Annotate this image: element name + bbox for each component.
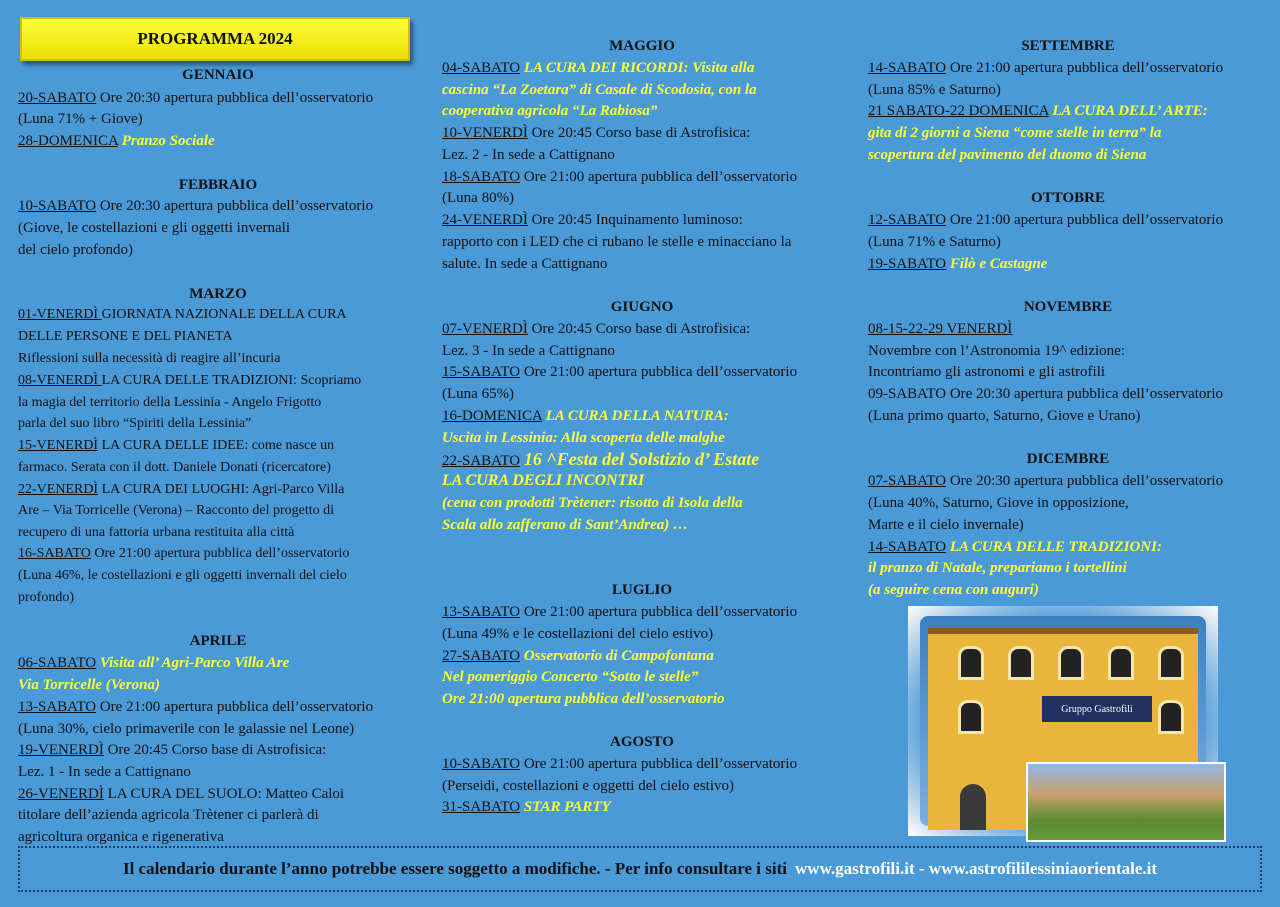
event-line: (Luna 49% e le costellazioni del cielo estivo): [442, 626, 714, 642]
event-highlight: cooperativa agricola “La Rabiosa”: [442, 103, 658, 119]
event-line: (Perseidi, costellazioni e oggetti del cielo estivo): [442, 778, 734, 794]
event-line: [442, 124, 750, 142]
event-line: (Luna 40%, Saturno, Giove in opposizione,: [868, 495, 1129, 511]
event-line: [442, 211, 743, 229]
event-line: Lez. 3 - In sede a Cattignano: [442, 343, 615, 359]
event-text: Ore 20:45 Corso base di Astrofisica:: [527, 321, 751, 337]
footer-note: [18, 846, 1262, 892]
event-text: Ore 20:45 Corso base di Astrofisica:: [103, 742, 327, 758]
event-line: parla del suo libro “Spiriti della Lessinia”: [18, 416, 252, 431]
event-text: Ore 21:00 apertura pubblica dell’osservatorio: [946, 212, 1224, 228]
event-highlight: LA CURA DEGLI INCONTRI: [442, 472, 645, 489]
event-line: 09-SABATO Ore 20:30 apertura pubblica dell’osservatorio: [868, 386, 1224, 402]
event-date: 15-SABATO: [442, 364, 521, 380]
event-line: (Luna 46%, le costellazioni e gli oggetti invernali del cielo: [18, 568, 347, 583]
footer-urls[interactable]: www.gastrofili.it - www.astrofililessiniaorientale.it: [795, 859, 1158, 878]
event-line: [442, 755, 797, 773]
event-highlight: Visita all’ Agri-Parco Villa Are: [99, 655, 290, 671]
event-line: [18, 197, 373, 215]
month-maggio: MAGGIO: [609, 38, 675, 54]
event-text: LA CURA DELLE IDEE: come nasce un: [98, 438, 335, 453]
event-date: 04-SABATO: [442, 60, 521, 76]
event-line: [868, 538, 1162, 556]
event-date: 28-DOMENICA: [18, 133, 118, 149]
window: [1008, 646, 1034, 680]
event-highlight: LA CURA DEI RICORDI: Visita alla: [523, 60, 755, 76]
event-line: [442, 690, 725, 708]
event-highlight: Ore 21:00 apertura pubblica dell’osservatorio: [442, 691, 725, 707]
event-line: [18, 741, 326, 759]
event-text: Ore 20:30 apertura pubblica dell’osservatorio: [96, 90, 374, 106]
event-line: [442, 102, 657, 120]
event-line: [442, 429, 725, 447]
event-line: recupero di una fattoria urbana restituita alla città: [18, 525, 295, 540]
event-highlight: (a seguire cena con auguri): [868, 582, 1039, 598]
door: [960, 784, 986, 830]
event-date: 16-DOMENICA: [442, 408, 542, 424]
event-line: Lez. 2 - In sede a Cattignano: [442, 147, 615, 163]
event-text: LA CURA DELLE TRADIZIONI: Scopriamo: [101, 373, 362, 388]
event-text: LA CURA DEI LUOGHI: Agri-Parco Villa: [98, 482, 345, 497]
month-giugno: GIUGNO: [610, 299, 674, 315]
event-line: [868, 102, 1208, 120]
event-line: [442, 798, 611, 816]
window: [1158, 700, 1184, 734]
event-date: 01-VENERDÌ: [18, 307, 102, 322]
event-date: 15-VENERDÌ: [18, 438, 99, 453]
event-highlight: LA CURA DELLA NATURA:: [545, 408, 729, 424]
event-line: [18, 481, 344, 499]
event-highlight: gita di 2 giorni a Siena “come stelle in terra” la: [868, 125, 1162, 141]
event-line: (Luna 71% + Giove): [18, 111, 143, 127]
month-settembre: SETTEMBRE: [1021, 38, 1115, 54]
event-line: [442, 81, 757, 99]
event-line: [18, 372, 361, 390]
event-highlight: Uscita in Lessinia: Alla scoperta delle malghe: [442, 430, 725, 446]
event-line: [868, 124, 1161, 142]
month-aprile: APRILE: [189, 633, 247, 649]
event-line: Lez. 1 - In sede a Cattignano: [18, 764, 191, 780]
event-line: Marte e il cielo invernale): [868, 517, 1024, 533]
event-text: Ore 21:00 apertura pubblica dell’osservatorio: [520, 169, 798, 185]
event-line: (Luna 80%): [442, 190, 515, 206]
event-date: 08-15-22-29 VENERDÌ: [868, 321, 1013, 337]
event-date: 10-VENERDÌ: [442, 125, 528, 141]
event-date: 18-SABATO: [442, 169, 521, 185]
event-date: 20-SABATO: [18, 90, 97, 106]
event-highlight: Filò e Castagne: [949, 256, 1048, 272]
event-line: [868, 320, 1012, 338]
event-date: 13-SABATO: [18, 699, 97, 715]
event-text: Ore 21:00 apertura pubblica dell’osservatorio: [520, 756, 798, 772]
event-line: [442, 668, 698, 686]
event-line: [442, 59, 754, 77]
event-date: 06-SABATO: [18, 655, 97, 671]
event-text: LA CURA DEL SUOLO: Matteo Caloi: [103, 786, 345, 802]
event-date: 10-SABATO: [18, 198, 97, 214]
observatory-building-photo: [908, 606, 1218, 836]
event-date: 16-SABATO: [18, 546, 91, 561]
event-text: Ore 20:30 apertura pubblica dell’osservatorio: [96, 198, 374, 214]
event-line: salute. In sede a Cattignano: [442, 256, 608, 272]
event-date: 13-SABATO: [442, 604, 521, 620]
event-text: GIORNATA NAZIONALE DELLA CURA: [101, 307, 347, 322]
event-line: [18, 306, 347, 324]
event-date: 19-SABATO: [868, 256, 947, 272]
event-date: 21 SABATO-22 DOMENICA: [868, 103, 1049, 119]
month-agosto: AGOSTO: [610, 734, 674, 750]
event-line: DELLE PERSONE E DEL PIANETA: [18, 329, 233, 344]
event-highlight: Via Torricelle (Verona): [18, 677, 160, 693]
event-line: Riflessioni sulla necessità di reagire all’incuria: [18, 351, 281, 366]
event-line: [442, 603, 797, 621]
event-text: Ore 21:00 apertura pubblica dell’osservatorio: [90, 546, 350, 561]
event-line: [18, 785, 344, 803]
event-text: Ore 21:00 apertura pubblica dell’osservatorio: [520, 604, 798, 620]
window: [1158, 646, 1184, 680]
event-date: 22-SABATO: [442, 453, 521, 469]
event-highlight: STAR PARTY: [523, 799, 611, 815]
footer-text: Il calendario durante l’anno potrebbe essere soggetto a modifiche. - Per info consultare i siti: [122, 859, 788, 878]
event-text: Ore 20:45 Corso base di Astrofisica:: [527, 125, 751, 141]
month-novembre: NOVEMBRE: [1023, 299, 1113, 315]
window: [1058, 646, 1084, 680]
event-line: [18, 676, 160, 694]
event-highlight: Nel pomeriggio Concerto “Sotto le stelle”: [442, 669, 699, 685]
event-date: 14-SABATO: [868, 60, 947, 76]
event-line: [18, 132, 215, 150]
event-date: 31-SABATO: [442, 799, 521, 815]
event-highlight: LA CURA DELLE TRADIZIONI:: [949, 539, 1162, 555]
event-line: [442, 168, 797, 186]
event-line: [442, 407, 729, 425]
event-date: 07-SABATO: [868, 473, 947, 489]
event-line: [868, 59, 1223, 77]
month-luglio: LUGLIO: [611, 582, 672, 598]
event-line: (Giove, le costellazioni e gli oggetti invernali: [18, 220, 290, 236]
event-line: [18, 545, 349, 563]
event-line: [18, 654, 289, 672]
event-line: rapporto con i LED che ci rubano le stelle e minacciano la: [442, 234, 792, 250]
event-date: 26-VENERDÌ: [18, 786, 104, 802]
observatory-inset-photo: [1026, 762, 1226, 842]
event-date: 19-VENERDÌ: [18, 742, 104, 758]
event-line: [442, 647, 714, 665]
event-line: Incontriamo gli astronomi e gli astrofili: [868, 364, 1106, 380]
window: [958, 646, 984, 680]
window: [958, 700, 984, 734]
event-highlight: scopertura del pavimento del duomo di Siena: [868, 147, 1147, 163]
event-text: Ore 20:30 apertura pubblica dell’osservatorio: [946, 473, 1224, 489]
event-line: [442, 450, 759, 470]
event-date: 10-SABATO: [442, 756, 521, 772]
event-line: [18, 437, 334, 455]
event-text: Ore 21:00 apertura pubblica dell’osservatorio: [946, 60, 1224, 76]
event-line: [442, 494, 743, 512]
event-line: [442, 363, 797, 381]
event-line: agricoltura organica e rigenerativa: [18, 829, 224, 845]
event-highlight: LA CURA DELL’ ARTE:: [1052, 103, 1208, 119]
month-ottobre: OTTOBRE: [1031, 190, 1105, 206]
event-line: [868, 146, 1146, 164]
event-line: (Luna primo quarto, Saturno, Giove e Urano): [868, 408, 1141, 424]
event-date: 24-VENERDÌ: [442, 212, 528, 228]
window: [1108, 646, 1134, 680]
event-line: [442, 516, 688, 534]
month-febbraio: FEBBRAIO: [178, 177, 258, 193]
event-highlight: Pranzo Sociale: [121, 133, 215, 149]
event-line: [868, 211, 1223, 229]
event-text: Ore 21:00 apertura pubblica dell’osservatorio: [520, 364, 798, 380]
event-line: [442, 320, 750, 338]
month-marzo: MARZO: [189, 286, 247, 302]
event-line: profondo): [18, 590, 74, 605]
event-date: 08-VENERDÌ: [18, 373, 102, 388]
event-line: (Luna 71% e Saturno): [868, 234, 1001, 250]
event-line: del cielo profondo): [18, 242, 133, 258]
event-highlight: cascina “La Zoetara” di Casale di Scodosia, con la: [442, 82, 757, 98]
event-highlight: il pranzo di Natale, prepariamo i tortellini: [868, 560, 1127, 576]
event-line: [868, 559, 1127, 577]
event-date: 22-VENERDÌ: [18, 482, 99, 497]
event-date: 12-SABATO: [868, 212, 947, 228]
event-line: [868, 255, 1047, 273]
event-line: [18, 89, 373, 107]
event-date: 07-VENERDÌ: [442, 321, 528, 337]
gastrofili-sign: Gruppo Gastrofili: [1042, 696, 1152, 722]
month-dicembre: DICEMBRE: [1026, 451, 1110, 467]
building-facade: [928, 628, 1198, 830]
event-text: Ore 20:45 Inquinamento luminoso:: [527, 212, 743, 228]
event-line: farmaco. Serata con il dott. Daniele Donati (ricercatore): [18, 460, 331, 475]
event-date: 14-SABATO: [868, 539, 947, 555]
event-text: Ore 21:00 apertura pubblica dell’osservatorio: [96, 699, 374, 715]
event-line: Novembre con l’Astronomia 19^ edizione:: [868, 343, 1125, 359]
event-highlight: Scala allo zafferano di Sant’Andrea) …: [442, 517, 688, 533]
event-line: la magia del territorio della Lessinia - Angelo Frigotto: [18, 395, 322, 410]
event-line: (Luna 65%): [442, 386, 515, 402]
program-title: PROGRAMMA 2024: [137, 29, 293, 48]
program-title-banner: [20, 17, 410, 61]
event-line: [18, 698, 373, 716]
event-line: titolare dell’azienda agricola Trètener ci parlerà di: [18, 807, 319, 823]
event-highlight: (cena con prodotti Trètener: risotto di Isola della: [442, 495, 743, 511]
event-highlight: 16 ^Festa del Solstizio d’ Estate: [523, 449, 760, 469]
event-date: 27-SABATO: [442, 648, 521, 664]
event-line: Are – Via Torricelle (Verona) – Racconto del progetto di: [18, 503, 335, 518]
event-line: (Luna 30%, cielo primaverile con le galassie nel Leone): [18, 721, 355, 737]
event-line: [442, 472, 644, 490]
event-line: (Luna 85% e Saturno): [868, 82, 1001, 98]
event-line: [868, 472, 1223, 490]
event-highlight: Osservatorio di Campofontana: [523, 648, 714, 664]
month-gennaio: GENNAIO: [182, 67, 254, 83]
event-line: [868, 581, 1039, 599]
